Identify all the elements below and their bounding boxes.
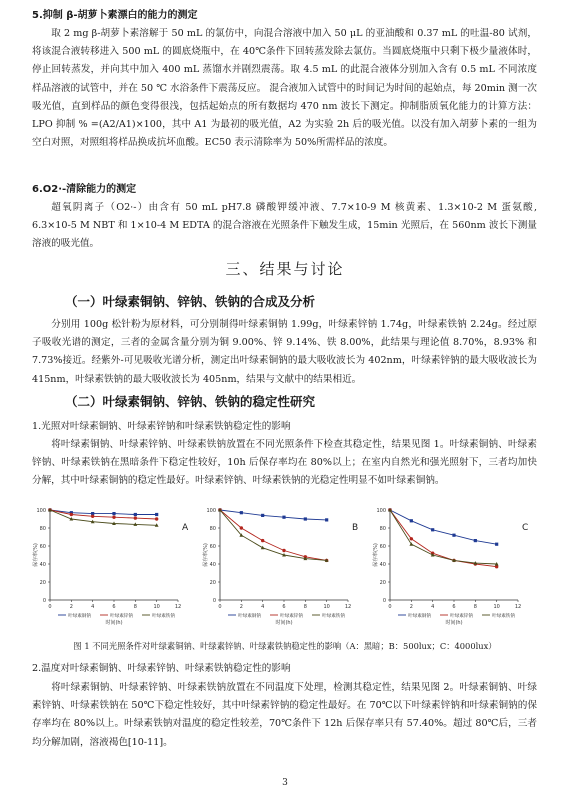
section-5-heading: 5.抑制 β-胡萝卜素漂白的能力的测定 bbox=[32, 10, 198, 21]
chart-a-point bbox=[91, 515, 94, 518]
chart-c-series-line bbox=[390, 510, 497, 544]
chart-a-x-tick-label: 0 bbox=[48, 604, 52, 610]
chart-c-legend-label: 叶绿素锌钠 bbox=[450, 614, 473, 619]
chart-b-y-tick-label: 0 bbox=[212, 598, 216, 604]
paragraph-1-text: 将叶绿素铜钠、叶绿素锌钠、叶绿素铁钠放置在不同光照条件下检查其稳定性，结果见图 1。叶绿素铜钠、叶绿素锌钠、叶绿素铁钠在黑暗条件下稳定性较好，10h 后保存率均在 80%以上；在室内自然光和强光照射下，三者均加快分解，其中叶绿素铜钠的稳定性最好。叶绿素锌钠、叶绿素铁钠的光稳定性明显不如叶绿素铜钠。 bbox=[32, 439, 537, 487]
chart-c-point bbox=[410, 519, 413, 522]
section-5-paragraph: 取 2 mg β-胡萝卜素溶解于 50 mL 的氯仿中，向混合溶液中加入 50 μL 的亚油酸和 0.37 mL 的吐温-80 试剂，将该混合液转移进入 500 mL 的圆底烧瓶中，在 40℃条件下回转蒸发除去氯仿。当圆底烧瓶中只剩下极少量液体时，停止回转蒸发，并向其中加入 400 mL 蒸馏水并剧烈震荡。取 4.5 mL 的此混合液体分别加入含有 0.5 mL 不同浓度样品溶液的试管中，并在 50 ℃ 水浴条件下震荡反应。 混合液加入试管中的时间记为时间的起始点，每 20min 测一次吸光值，直到样品的颜色变得很浅，包括起始点的所有数据均 470 nm 波长下测定。抑制脂质氧化能力的计算方法：LPO 抑制 % =(A2/A1)×100，其中 A1 为最初的吸光值，A2 为实验 2h 后的吸光值。以没有加入胡萝卜素的一组为空白对照，对照组将样品换成抗坏血酸。EC50 表示清除率为 50%所需样品的浓度。 bbox=[32, 28, 537, 149]
chart-c-point bbox=[452, 534, 455, 537]
chart-a-legend-label: 叶绿素铜钠 bbox=[68, 614, 91, 619]
chart-b-y-tick-label: 20 bbox=[209, 580, 216, 586]
subsection-2-heading: （二）叶绿素铜钠、锌钠、铁钠的稳定性研究 bbox=[65, 394, 316, 409]
chart-b-point bbox=[261, 546, 265, 550]
paragraph-2-text: 将叶绿素铜钠、叶绿素锌钠、叶绿素铁钠放置在不同温度下处理，检测其稳定性，结果见图 2。叶绿素铜钠、叶绿素锌钠、叶绿素铁钠在 50℃下稳定性较好，其中叶绿素锌钠的稳定性最好。在 70℃以下叶绿素锌钠和叶绿素铜钠的保存率均在 80%以上。叶绿素铁钠对温度的稳定性较差，70℃条件下 12h 后保存率只有 57.40%。超过 80℃后，三者均分解加剧，溶液褐色[10-11]。 bbox=[32, 682, 537, 748]
chart-b-y-tick-label: 80 bbox=[209, 526, 216, 532]
chart-b-x-tick-label: 8 bbox=[303, 604, 307, 610]
chart-a-x-tick-label: 8 bbox=[133, 604, 137, 610]
chart-c-y-tick-label: 20 bbox=[379, 580, 386, 586]
subsection-1-paragraph: 分别用 100g 松针粉为原材料，可分别制得叶绿素铜钠 1.99g，叶绿素锌钠 1.74g，叶绿素铁钠 2.24g。经过原子吸收光谱的测定，三者的金属含量分别为铜 9.00%、锌 9.14%、铁 8.00%，此结果与理论值 8.70%，8.93% 和 7.73%接近。经紫外-可见吸收光谱分析，测定出叶绿素铜钠的最大吸收波长为 402nm，叶绿素锌钠的最大吸收波长为 415nm，叶绿素铁钠的最大吸收波长为 405nm，结果与文献中的结果相近。 bbox=[32, 319, 537, 385]
chart-b-x-tick-label: 2 bbox=[239, 604, 243, 610]
figure-1-charts bbox=[28, 504, 548, 636]
chart-b-point bbox=[261, 514, 264, 517]
chart-a-legend-label: 叶绿素铁钠 bbox=[152, 614, 175, 619]
chart-a-x-tick-label: 12 bbox=[174, 604, 182, 610]
chart-a-x-label: 时间(h) bbox=[105, 620, 123, 626]
chart-b-x-tick-label: 12 bbox=[344, 604, 352, 610]
chart-a-y-label: 保存率(%) bbox=[33, 543, 39, 567]
chart-b-x-tick-label: 0 bbox=[218, 604, 222, 610]
chart-c-x-tick-label: 2 bbox=[409, 604, 413, 610]
chart-c-point bbox=[410, 537, 413, 540]
chart-a-point bbox=[70, 513, 73, 516]
chart-b-y-tick-label: 100 bbox=[206, 508, 216, 514]
chart-a-y-tick-label: 80 bbox=[39, 526, 46, 532]
chart-a-x-tick-label: 10 bbox=[153, 604, 160, 610]
chart-c-x-tick-label: 0 bbox=[388, 604, 392, 610]
chart-c-legend-label: 叶绿素铜钠 bbox=[408, 614, 431, 619]
chart-b-point bbox=[261, 539, 264, 542]
chart-a-point bbox=[112, 512, 115, 515]
chart-b-x-tick-label: 6 bbox=[282, 604, 286, 610]
chart-b-point bbox=[282, 516, 285, 519]
chart-c-y-tick-label: 0 bbox=[382, 598, 386, 604]
chart-a-panel-label: A bbox=[182, 523, 189, 533]
chart-c-point bbox=[495, 543, 498, 546]
chart-c-y-tick-label: 60 bbox=[379, 544, 386, 550]
chart-a-y-tick-label: 60 bbox=[39, 544, 46, 550]
chart-a-x-tick-label: 4 bbox=[91, 604, 95, 610]
chart-c-y-tick-label: 80 bbox=[379, 526, 386, 532]
paragraph-2-heading: 2.温度对叶绿素铜钠、叶绿素锌钠、叶绿素铁钠稳定性的影响 bbox=[32, 663, 291, 674]
figure-1-caption: 图 1 不同光照条件对叶绿素铜钠、叶绿素锌钠、叶绿素铁钠稳定性的影响（A：黑暗；B：500lux；C：4000lux） bbox=[73, 641, 497, 651]
main-heading: 三、结果与讨论 bbox=[225, 260, 345, 278]
paragraph-1-heading: 1.光照对叶绿素铜钠、叶绿素锌钠和叶绿素铁钠稳定性的影响 bbox=[32, 421, 291, 432]
chart-a-legend-label: 叶绿素锌钠 bbox=[110, 614, 133, 619]
chart-b-legend-label: 叶绿素锌钠 bbox=[280, 614, 303, 619]
chart-c-x-tick-label: 10 bbox=[493, 604, 500, 610]
chart-b-x-tick-label: 4 bbox=[261, 604, 265, 610]
chart-b-y-tick-label: 60 bbox=[209, 544, 216, 550]
chart-c-legend-label: 叶绿素铁钠 bbox=[492, 614, 515, 619]
chart-a-y-tick-label: 20 bbox=[39, 580, 46, 586]
chart-a-point bbox=[134, 513, 137, 516]
chart-c-x-label: 时间(h) bbox=[445, 620, 463, 626]
subsection-1-heading: （一）叶绿素铜钠、锌钠、铁钠的合成及分析 bbox=[65, 294, 316, 309]
chart-a-point bbox=[112, 516, 115, 519]
chart-c-x-tick-label: 8 bbox=[473, 604, 477, 610]
chart-a-point bbox=[155, 513, 158, 516]
chart-b-series-line bbox=[220, 510, 327, 520]
section-6-paragraph: 超氧阴离子（O2·-）由含有 50 mL pH7.8 磷酸钾缓冲液、7.7×10-9 M 核黄素、1.3×10-2 M 蛋氨酸, 6.3×10-5 M NBT 和 1×10-4 M EDTA 的混合溶液在光照条件下触发生成，15min 光照后，在 560nm 波长下测量溶液的吸光值。 bbox=[32, 202, 537, 250]
chart-a-y-tick-label: 40 bbox=[39, 562, 46, 568]
chart-b-series-line bbox=[220, 510, 327, 560]
chart-c-y-tick-label: 40 bbox=[379, 562, 386, 568]
chart-b-series-line bbox=[220, 510, 327, 560]
chart-b-point bbox=[304, 517, 307, 520]
chart-b-point bbox=[240, 526, 243, 529]
chart-a-y-tick-label: 100 bbox=[36, 508, 46, 514]
chart-a-point bbox=[134, 516, 137, 519]
chart-c-x-tick-label: 4 bbox=[431, 604, 435, 610]
chart-c-y-tick-label: 100 bbox=[376, 508, 386, 514]
chart-c-x-tick-label: 12 bbox=[514, 604, 522, 610]
chart-b-legend-label: 叶绿素铜钠 bbox=[238, 614, 261, 619]
chart-b-legend-label: 叶绿素铁钠 bbox=[322, 614, 345, 619]
chart-b-x-label: 时间(h) bbox=[275, 620, 293, 626]
chart-b-point bbox=[240, 511, 243, 514]
chart-b-point bbox=[282, 549, 285, 552]
chart-b-y-tick-label: 40 bbox=[209, 562, 216, 568]
chart-b-x-tick-label: 10 bbox=[323, 604, 330, 610]
chart-c-point bbox=[495, 565, 498, 568]
chart-b-point bbox=[325, 518, 328, 521]
chart-a-x-tick-label: 6 bbox=[112, 604, 116, 610]
chart-c-point bbox=[431, 528, 434, 531]
chart-a-y-tick-label: 0 bbox=[42, 598, 46, 604]
chart-c-panel-label: C bbox=[522, 523, 529, 533]
page-number: 3 bbox=[282, 778, 288, 788]
chart-c-x-tick-label: 6 bbox=[452, 604, 456, 610]
chart-b-y-label: 保存率(%) bbox=[203, 543, 209, 567]
section-6-heading: 6.O2·-清除能力的测定 bbox=[32, 184, 137, 195]
chart-c-point bbox=[474, 539, 477, 542]
chart-c-y-label: 保存率(%) bbox=[373, 543, 379, 567]
chart-a-point bbox=[155, 517, 158, 520]
chart-a-x-tick-label: 2 bbox=[69, 604, 73, 610]
chart-b-panel-label: B bbox=[352, 523, 359, 533]
